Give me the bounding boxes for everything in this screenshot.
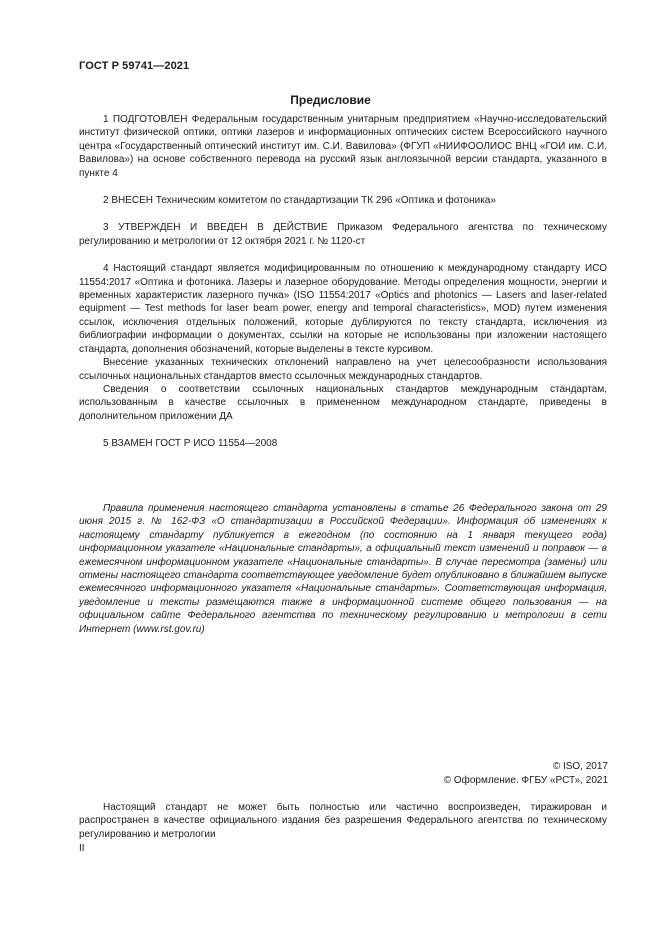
foreword-body xyxy=(79,113,607,451)
paragraph-submitted: 2 ВНЕСЕН Техническим комитетом по стандартизации ТК 296 «Оптика и фотоника» xyxy=(103,195,496,207)
paragraph-deviations: Внесение указанных технических отклонений направлено на учет целесообразности использования ссылочных национальных стандартов вместо ссылочных международных стандартов. xyxy=(79,357,607,382)
copyright-block xyxy=(444,760,608,788)
reproduction-notice: Настоящий стандарт не может быть полностью или частично воспроизведен, тиражирован и распространен в качестве официального издания без разрешения Федерального агентства по техническому регулированию и метрологии xyxy=(79,802,607,840)
page-title: Предисловие xyxy=(290,93,371,107)
copyright-design: © Оформление. ФГБУ «РСТ», 2021 xyxy=(443,775,608,786)
paragraph-replaces: 5 ВЗАМЕН ГОСТ Р ИСО 11554—2008 xyxy=(103,438,278,450)
application-rules-notice: Правила применения настоящего стандарта установлены в статье 26 Федерального закона от 29 июня 2015 г. № 162-ФЗ «О стандартизации в Российской Федерации». Информация об изменениях к настоящему стандарту публикуется в ежегодном (по состоянию на 1 января текущего года) информационном указателе «Национальные стандарты», а официальный текст изменений и поправок — в ежемесячном информационном указателе «Национальные стандарты». В случае пересмотра (замены) или отмены настоящего стандарта соответствующее уведомление будет опубликовано в ближайшем выпуске ежемесячного информационного указателя «Национальные стандарты». Соответствующая информация, уведомление и тексты размещаются также в информационной системе общего пользования — на официальном сайте Федерального агентства по техническому регулированию и метрологии в сети Интернет (www.rst.gov.ru) xyxy=(79,503,607,635)
page-number: II xyxy=(79,843,85,854)
standard-code: ГОСТ Р 59741—2021 xyxy=(79,60,190,72)
paragraph-prepared: 1 ПОДГОТОВЛЕН Федеральным государственным унитарным предприятием «Научно-исследовательский институт физической оптики, оптики лазеров и информационных оптических систем Всероссийского научного центра «Государственный оптический институт им. С.И. Вавилова» (ФГУП «НИИФООЛИОС ВНЦ «ГОИ им. С.И. Вавилова») на основе собственного перевода на русский язык англоязычной версии стандарта, указанного в пункте 4 xyxy=(79,114,607,179)
paragraph-references: Сведения о соответствии ссылочных национальных стандартов международным стандартам, использованным в качестве ссылочных в примененном международном стандарте, приведены в дополнительном приложении ДА xyxy=(79,383,607,422)
paragraph-modified: 4 Настоящий стандарт является модифицированным по отношению к международному стандарту ИСО 11554:2017 «Оптика и фотоника. Лазеры и лазерное оборудование. Методы определения мощности, энергии и временных характеристик лазерного пучка» (ISO 11554:2017 «Optics and photonics — Lasers and laser-related equipment — Test methods for laser beam power, energy and temporal characteristics», MOD) путем изменения ссылок, исключения отдельных положений, которые дублируются по тексту стандарта, исключения из библиографии информации о документах, ссылки на которые не использованы при изложении настоящего стандарта, дополнения обозначений, которые выделены в тексте курсивом. xyxy=(79,263,607,355)
copyright-iso: © ISO, 2017 xyxy=(552,761,608,772)
paragraph-approved: 3 УТВЕРЖДЕН И ВВЕДЕН В ДЕЙСТВИЕ Приказом Федерального агентства по техническому регулированию и метрологии от 12 октября 2021 г. № 1120-ст xyxy=(79,222,607,247)
